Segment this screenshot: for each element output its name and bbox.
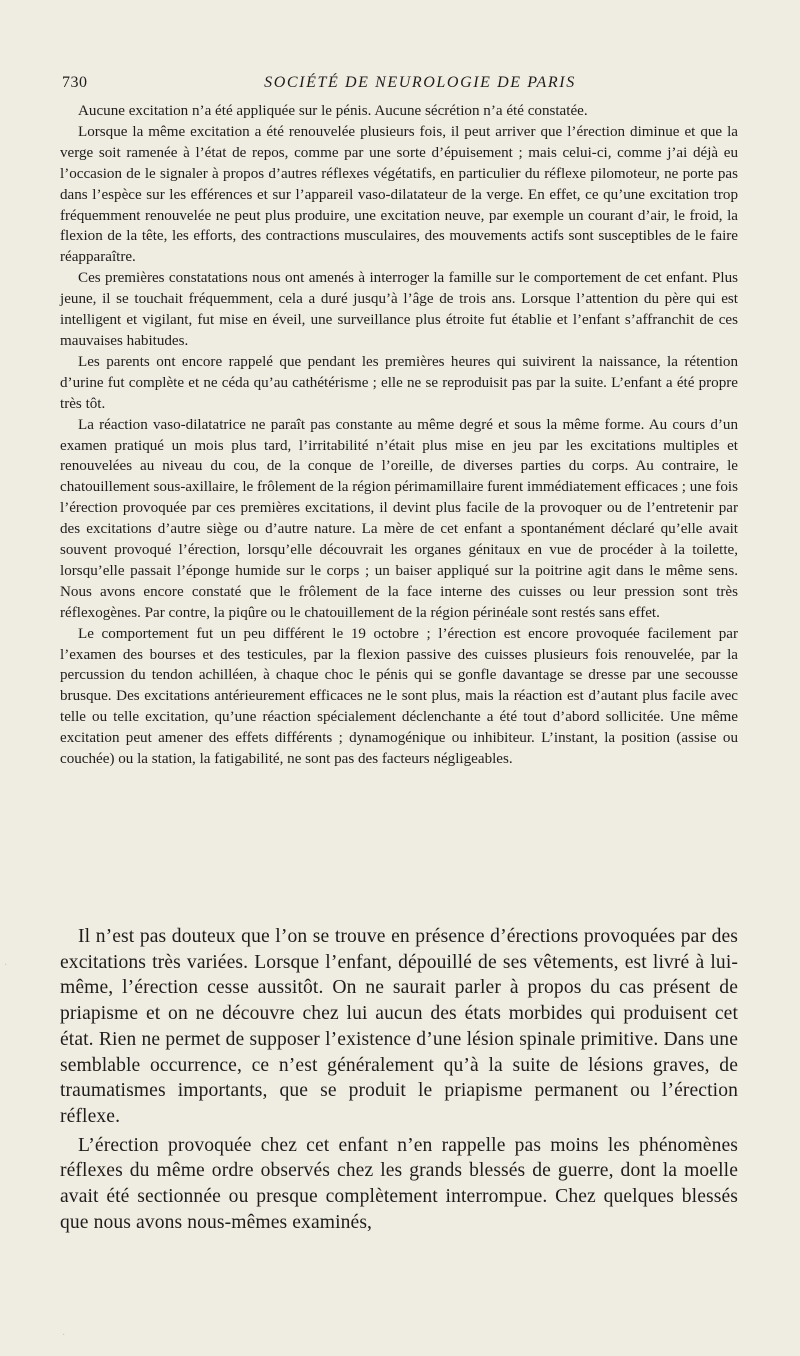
paragraph-discussion-2: L’érection provoquée chez cet enfant n’en rappelle pas moins les phénomènes réflexes du même ordre observés chez les grands blessés de guerre, dont la moelle avait été sectionnée ou presque complètement interrompue. Chez quelques blessés que nous avons nous-mêmes examinés, (60, 1134, 738, 1233)
page-number: 730 (62, 74, 88, 91)
print-speck: · (62, 1330, 66, 1341)
paragraph-no-excitation: Aucune excitation n’a été appliquée sur le pénis. Aucune sécrétion n’a été constatée. (78, 103, 588, 119)
running-title: SOCIÉTÉ DE NEUROLOGIE DE PARIS (264, 74, 576, 91)
paragraph-repeated-excitation: Lorsque la même excitation a été renouvelée plusieurs fois, il peut arriver que l’érection diminue et que la verge soit ramenée à l’état de repos, comme par une sorte d’épuisement ; mais celui-ci, comme j’ai déjà eu l’occasion de le signaler à propos d’autres réflexes végétatifs, en particulier du réflexe pilomoteur, ne porte pas dans l’espèce sur les efférences et sur l’appareil vaso-dilatateur de la verge. En effet, ce qu’une excitation trop fréquemment renouvelée ne peut plus produire, une excitation neuve, par exemple un courant d’air, le froid, la flexion de la tête, les efforts, des contractions musculaires, des mouvements actifs sont susceptibles de le faire réapparaître. (60, 123, 738, 266)
paragraph-october-behaviour: Le comportement fut un peu différent le 19 octobre ; l’érection est encore provoquée facilement par l’examen des bourses et des testicules, par la flexion passive des cuisses plusieurs fois renouvelée, par la percussion du tendon achilléen, à chaque choc le pénis qui se gonfle davantage se dresse par une secousse brusque. Des excitations antérieurement efficaces ne le sont plus, mais la réaction est d’autant plus facile avec telle ou telle excitation, qu’une réaction spécialement déclenchante a été tout d’abord sollicitée. Une même excitation peut amener des effets différents ; dynamogénique ou inhibiteur. L’instant, la position (assise ou couchée) ou la station, la fatigabilité, ne sont pas des facteurs négligeables. (60, 625, 738, 768)
paragraph-vasodilatation: La réaction vaso-dilatatrice ne paraît pas constante au même degré et sous la même forme. Au cours d’un examen pratiqué un mois plus tard, l’irritabilité n’était plus mise en jeu par les excitations multiples et renouvelées au niveau du cou, de la conque de l’oreille, de diverses parties du corps. Au contraire, le chatouillement sous-axillaire, le frôlement de la région périmamillaire furent immédiatement efficaces ; une fois l’érection provoquée par ces premières excitations, il devint plus facile de la provoquer ou de l’entretenir par des excitations d’autre siège ou d’autre nature. La mère de cet enfant a spontanément déclaré qu’elle avait souvent provoqué l’érection, lorsqu’elle découvrait les organes génitaux en vue de procéder à la toilette, lorsqu’elle passait l’éponge humide sur le corps ; un baiser appliqué sur la poitrine agit dans le même sens. Nous avons encore constaté que le frôlement de la face interne des cuisses ou leur pression sont très réflexogènes. Par contre, la piqûre ou le chatouillement de la région périnéale sont restés sans effet. (60, 416, 738, 621)
paragraph-urine-retention: Les parents ont encore rappelé que pendant les premières heures qui suivirent la naissance, la rétention d’urine fut complète et ne céda qu’au cathétérisme ; elle ne se reproduisit pas par la suite. L’enfant a été propre très tôt. (60, 353, 738, 412)
margin-speck: · (4, 960, 8, 971)
paragraph-family-history: Ces premières constatations nous ont amenés à interroger la famille sur le comportement de cet enfant. Plus jeune, il se touchait fréquemment, cela a duré jusqu’à l’âge de trois ans. Lorsque l’attention du père qui est intelligent et vigilant, fut mise en éveil, une surveillance plus étroite fut établie et l’enfant s’affranchit de ces mauvaises habitudes. (60, 270, 738, 349)
page-header (62, 74, 738, 96)
case-observation-text (60, 101, 738, 770)
discussion-text (60, 924, 738, 1238)
paragraph-discussion-1: Il n’est pas douteux que l’on se trouve en présence d’érections provoquées par des excitations très variées. Lorsque l’enfant, dépouillé de ses vêtements, est livré à lui-même, l’érection cesse aussitôt. On ne saurait parler à propos du cas présent de priapisme et on ne découvre chez lui aucun des états morbides qui produisent cet état. Rien ne permet de supposer l’existence d’une lésion spinale primitive. Dans une semblable occurrence, ce n’est généralement qu’à la suite de lésions graves, de traumatismes importants, que se produit le priapisme permanent ou l’érection réflexe. (60, 926, 738, 1127)
